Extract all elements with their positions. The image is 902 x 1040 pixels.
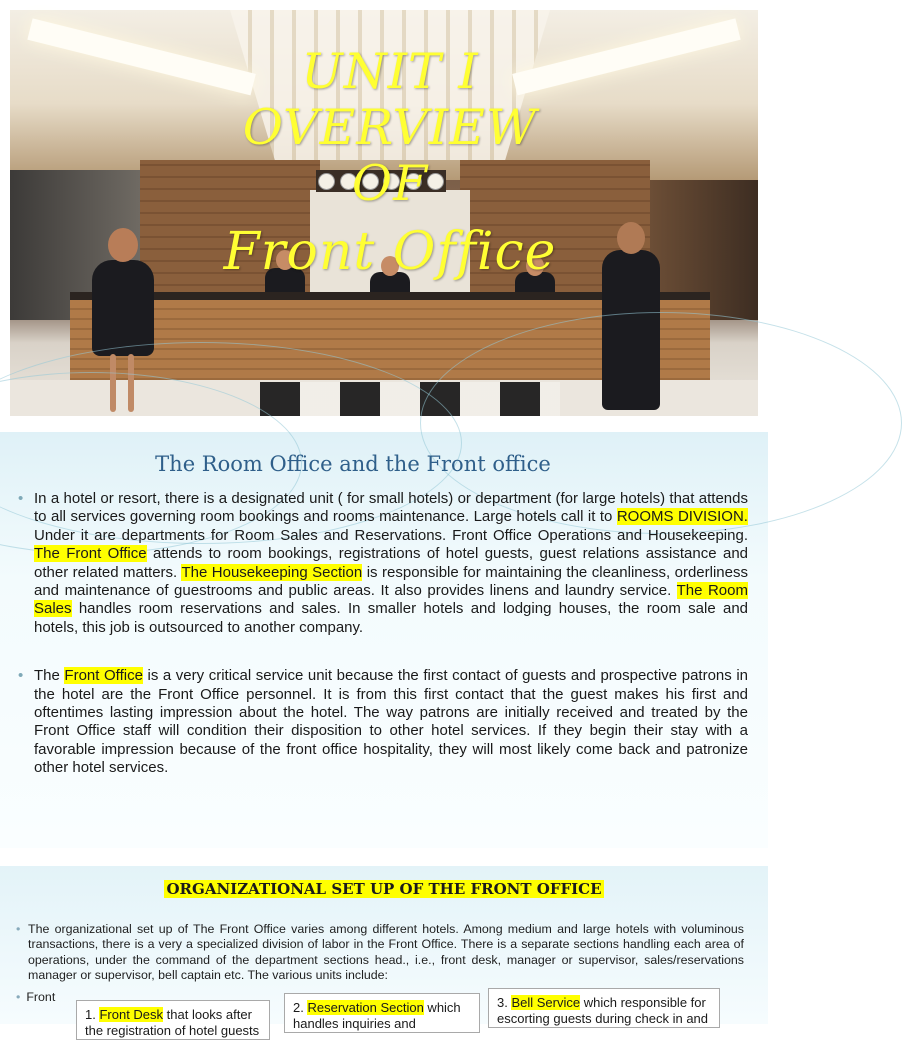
highlight: The Front Office [34,545,147,563]
box-number: 2. [293,1000,308,1015]
title-line: OVERVIEW [242,99,538,156]
rooms-front-office-slide [0,432,768,848]
text: The organizational set up of The Front Office varies among different hotels. Among medium and large hotels with voluminous transactions, there is a very a specialized division of labor in the Front Office. There is a separate sections handling each area of operations, under the command of the department sections head., i.e., front desk, manager or supervisor, sales/reservations manager or supervisor, bell captain etc. The various units include: [28,922,744,983]
woman-head [108,228,138,262]
bullet-icon: • [18,490,24,507]
text: which handles inquiries and [293,1000,461,1031]
slide-heading [0,880,768,898]
paragraph-front-office [18,667,748,777]
highlight: The Room Sales [34,582,748,618]
paragraph-rooms-division [18,490,748,637]
title-line: Front Office [223,222,557,282]
highlight: Reservation Section [307,1000,424,1015]
text: is a very critical service unit because the first contact of guests and prospective patrons in the hotel are the Front Office personnel. It is from this first contact that the guest makes his first and oftentimes lasting impression about the hotel. The way patrons are initially received and treated by the Front Office staff will condition their disposition to other hotel services. If they begin their stay with a favorable impression because of the front office hospitality, they will most likely come back and patronize other hotel services. [34,667,749,777]
box-number: 3. [497,995,512,1010]
bullet-icon: • [18,667,24,685]
bullet-icon: • [16,990,21,1004]
highlight: Front Office [64,667,143,685]
text: attends to room bookings, registrations of hotel guests, guest relations assistance and other related matters. [34,545,748,581]
highlight: ROOMS DIVISION. [616,508,748,526]
box-number: 1. [85,1007,100,1022]
text: Front [26,990,56,1004]
standing-woman [92,260,154,356]
title-line: OF [351,155,429,212]
highlight: Front Desk [99,1007,164,1022]
highlight: The Housekeeping Section [181,563,363,581]
text: The [34,667,65,685]
slide-body [16,922,744,984]
text: handles room reservations and sales. In smaller hotels and lodging houses, the room sale and hotels, this job is outsourced to another company. [34,600,748,636]
slide-body [18,490,748,798]
bullet-icon: • [16,922,21,936]
unit-box-reservation [284,993,480,1033]
slide-heading: The Room Office and the Front office [155,452,551,476]
text: which responsible for escorting guests during check in and [497,995,709,1026]
text: In a hotel or resort, there is a designated unit ( for small hotels) or department (for large hotels) that attends to all services governing room bookings and rooms maintenance. Large hotels call it to [34,490,748,526]
text: Under it are departments for Room Sales and Reservations. Front Office Operations and Housekeeping. [34,526,748,544]
front-label [16,990,56,1004]
heading-text: ORGANIZATIONAL SET UP OF THE FRONT OFFICE [166,880,602,898]
title-line: UNIT I [301,43,479,100]
highlight: Bell Service [511,995,581,1010]
unit-box-bell-service [488,988,720,1028]
unit-box-front-desk [76,1000,270,1040]
text: is responsible for maintaining the cleanliness, orderliness and maintenance of guestrooms and public areas. It also provides linens and laundry service. [34,563,748,600]
organizational-setup-slide [0,866,768,1038]
text: that looks after the registration of hotel guests [85,1007,260,1038]
slide-title [150,44,630,280]
